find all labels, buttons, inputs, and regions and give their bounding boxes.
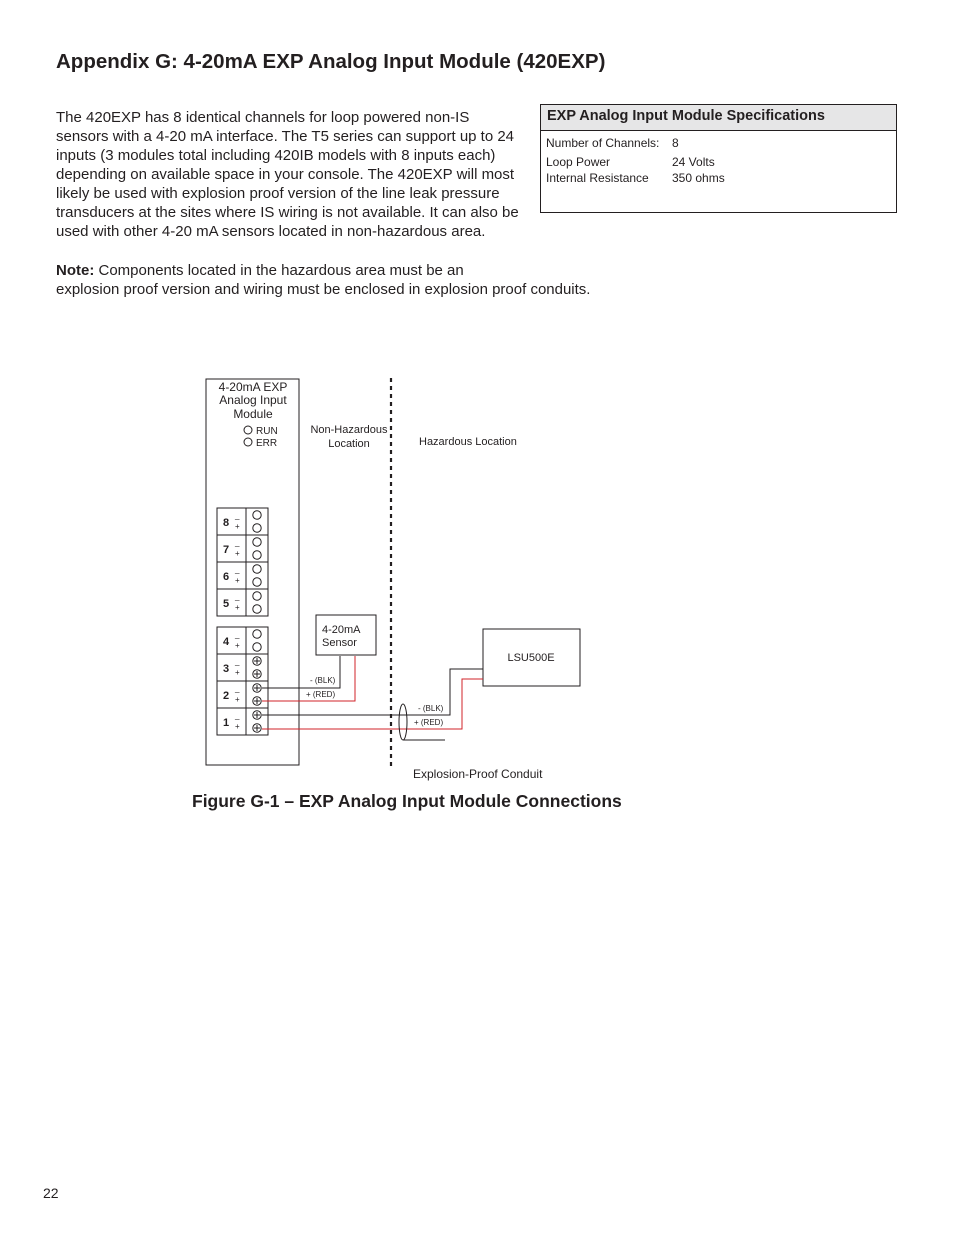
- terminal-blocks: [217, 508, 268, 735]
- spec-key: Internal Resistance: [546, 171, 649, 185]
- module-title-3: Module: [233, 407, 273, 421]
- screw-terminal-icon: [253, 592, 261, 600]
- run-label: RUN: [256, 426, 278, 437]
- channel-number: 5: [223, 598, 230, 610]
- screw-terminal-icon: [253, 565, 261, 573]
- channel-number: 1: [223, 717, 230, 729]
- minus-sign: _: [235, 711, 240, 720]
- nonhaz-label-2: Location: [328, 438, 370, 450]
- err-led-icon: [244, 438, 252, 446]
- plus-sign: +: [235, 641, 240, 650]
- sensor-label-1: 4-20mA: [322, 624, 361, 636]
- minus-sign: _: [235, 511, 240, 520]
- plus-sign: +: [235, 549, 240, 558]
- sensor-label-2: Sensor: [322, 637, 357, 649]
- plus-sign: +: [235, 576, 240, 585]
- lsu500e-label: LSU500E: [507, 652, 555, 664]
- minus-sign: _: [235, 630, 240, 639]
- nonhaz-label-1: Non-Hazardous: [310, 424, 388, 436]
- sensor-blk-label: - (BLK): [310, 676, 336, 685]
- sensor-red-label: + (RED): [306, 690, 336, 699]
- channel-number: 4: [223, 636, 230, 648]
- plus-sign: +: [235, 522, 240, 531]
- module-title-1: 4-20mA EXP: [218, 380, 288, 394]
- module-title-2: Analog Input: [219, 393, 287, 407]
- spec-value: 8: [672, 136, 679, 150]
- screw-terminal-icon: [253, 643, 261, 651]
- channel-number: 3: [223, 663, 230, 675]
- spec-value: 350 ohms: [672, 171, 725, 185]
- screw-terminal-icon: [253, 551, 261, 559]
- page-number: 22: [43, 1185, 59, 1201]
- minus-sign: _: [235, 592, 240, 601]
- note-label: Note:: [56, 262, 95, 279]
- figure-caption: Figure G-1 – EXP Analog Input Module Connections: [192, 791, 622, 811]
- channel-number: 8: [223, 517, 230, 529]
- lsu-blk-label: - (BLK): [418, 704, 444, 713]
- haz-label: Hazardous Location: [419, 436, 517, 448]
- plus-sign: +: [235, 668, 240, 677]
- run-led-icon: [244, 426, 252, 434]
- screw-terminal-icon: [253, 524, 261, 532]
- spec-key: Loop Power: [546, 155, 611, 169]
- channel-number: 6: [223, 571, 230, 583]
- plus-sign: +: [235, 695, 240, 704]
- channel-number: 2: [223, 690, 230, 702]
- note-text-2: explosion proof version and wiring must be enclosed in explosion proof conduits.: [56, 281, 591, 298]
- minus-sign: _: [235, 657, 240, 666]
- err-label: ERR: [256, 438, 278, 449]
- module-box: [206, 379, 299, 765]
- lsu-blk-wire: [262, 669, 483, 715]
- page-title: Appendix G: 4-20mA EXP Analog Input Module (420EXP): [56, 50, 606, 73]
- minus-sign: _: [235, 565, 240, 574]
- screw-terminal-icon: [253, 578, 261, 586]
- minus-sign: _: [235, 684, 240, 693]
- plus-sign: +: [235, 603, 240, 612]
- intro-text: The 420EXP has 8 identical channels for loop powered non-IS sensors with a 4-20 mA interface. The T5 series can support up to 24 inputs (3 modules total including 420IB models with 8 inputs each) depending on available space in your console. The 420EXP will most likely be used with explosion proof version of the line leak pressure transducers at the sites where IS wiring is not available. It can also be used with other 4-20 mA sensors located in non-hazardous area.: [56, 109, 519, 240]
- conduit-icon: [399, 704, 407, 740]
- minus-sign: _: [235, 538, 240, 547]
- spec-key: Number of Channels:: [546, 136, 660, 150]
- spec-value: 24 Volts: [672, 155, 715, 169]
- channel-number: 7: [223, 544, 230, 556]
- spec-heading: EXP Analog Input Module Specifications: [541, 105, 896, 131]
- screw-terminal-icon: [253, 538, 261, 546]
- note-text-1: Components located in the hazardous area must be an: [98, 262, 464, 279]
- plus-sign: +: [235, 722, 240, 731]
- screw-terminal-icon: [253, 605, 261, 613]
- conduit-label: Explosion-Proof Conduit: [413, 767, 543, 781]
- screw-terminal-icon: [253, 511, 261, 519]
- screw-terminal-icon: [253, 630, 261, 638]
- lsu-red-label: + (RED): [414, 718, 444, 727]
